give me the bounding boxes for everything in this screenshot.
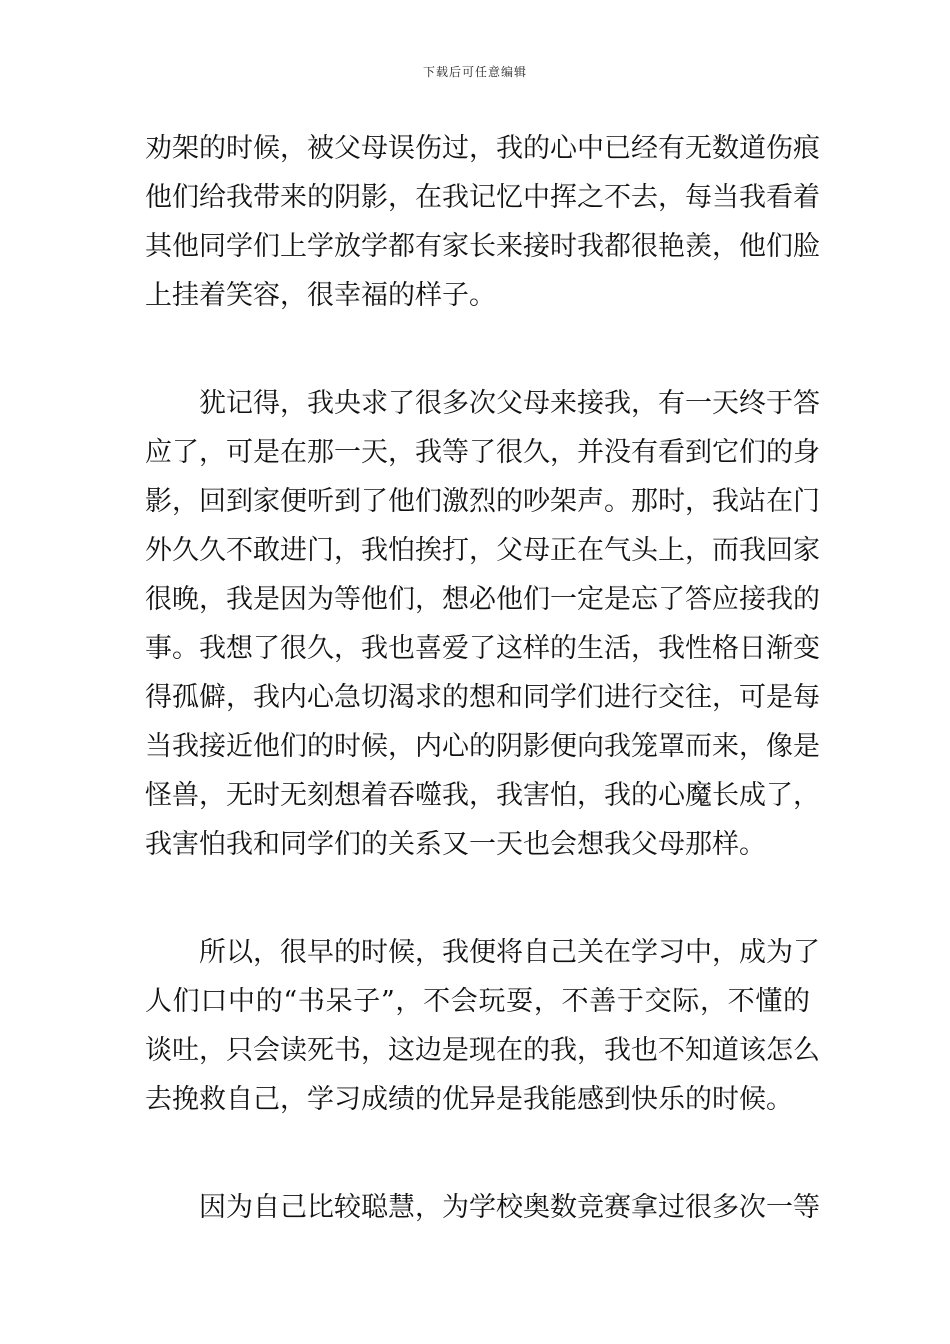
page-header-note: 下载后可任意编辑 (422, 65, 527, 79)
text-line: 其他同学们上学放学都有家长来接时我都很艳羡，他们脸 (145, 231, 820, 262)
paragraph-1 (145, 124, 820, 320)
text-line: 他们给我带来的阴影，在我记忆中挥之不去，每当我看着 (145, 182, 820, 213)
text-line: 谈吐，只会读死书，这边是现在的我，我也不知道该怎么 (145, 1035, 820, 1066)
paragraph-4 (145, 1183, 820, 1232)
text-line: 应了，可是在那一天，我等了很久，并没有看到它们的身 (145, 437, 820, 468)
text-line: 影，回到家便听到了他们激烈的吵架声。那时，我站在门 (145, 486, 820, 517)
text-line: 得孤僻，我内心急切渴求的想和同学们进行交往，可是每 (145, 682, 820, 713)
text-line: 犹记得，我央求了很多次父母来接我，有一天终于答 (199, 388, 820, 419)
text-line: 劝架的时候，被父母误伤过，我的心中已经有无数道伤痕 (145, 133, 820, 164)
text-line: 怪兽，无时无刻想着吞噬我，我害怕，我的心魔长成了， (145, 780, 820, 811)
text-line: 上挂着笑容，很幸福的样子。 (145, 280, 496, 311)
document-body (145, 124, 820, 1232)
text-line: 很晚，我是因为等他们，想必他们一定是忘了答应接我的 (145, 584, 820, 615)
text-line: 去挽救自己，学习成绩的优异是我能感到快乐的时候。 (145, 1084, 793, 1115)
paragraph-2 (145, 379, 820, 869)
paragraph-3 (145, 928, 820, 1124)
text-line: 外久久不敢进门，我怕挨打，父母正在气头上，而我回家 (145, 535, 820, 566)
text-line: 因为自己比较聪慧，为学校奥数竞赛拿过很多次一等 (199, 1192, 820, 1223)
text-line: 事。我想了很久，我也喜爱了这样的生活，我性格日渐变 (145, 633, 820, 664)
text-line: 人们口中的“书呆子”，不会玩耍，不善于交际，不懂的 (145, 986, 810, 1017)
text-line: 所以，很早的时候，我便将自己关在学习中，成为了 (199, 937, 820, 968)
text-line: 我害怕我和同学们的关系又一天也会想我父母那样。 (145, 829, 766, 860)
text-line: 当我接近他们的时候，内心的阴影便向我笼罩而来，像是 (145, 731, 820, 762)
